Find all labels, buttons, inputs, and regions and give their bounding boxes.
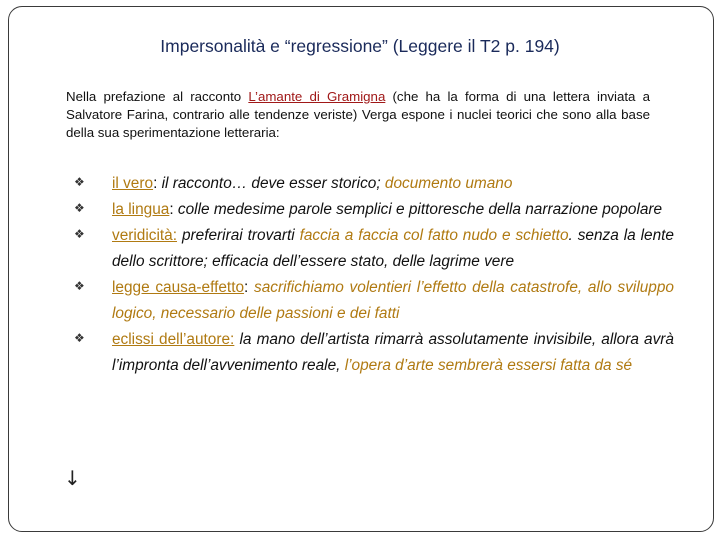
- intro-before: Nella prefazione al racconto: [66, 89, 249, 104]
- list-item: [74, 197, 674, 223]
- diamond-bullet-icon: ❖: [74, 279, 85, 293]
- intro-paragraph: [66, 88, 650, 142]
- item-text: [112, 223, 674, 275]
- item-sep: :: [153, 175, 162, 192]
- diamond-bullet-icon: ❖: [74, 331, 85, 345]
- item-highlight: l’opera d’arte sembrerà essersi fatta da sé: [344, 357, 633, 374]
- item-key: veridicità:: [112, 227, 178, 244]
- item-body: la mano dell’artista rimarrà assolutamente invisibile, allora avrà l’impronta dell’avvenimento reale,: [112, 331, 674, 374]
- slide-title: Impersonalità e “regressione” (Leggere il T2 p. 194): [160, 36, 560, 56]
- diamond-bullet-icon: ❖: [74, 201, 85, 215]
- item-after: . senza la lente dello scrittore; efficacia dell’essere stato, delle lagrime vere: [112, 227, 674, 270]
- list-item: [74, 171, 674, 197]
- item-body: il racconto… deve esser storico;: [161, 175, 385, 192]
- item-sep: :: [244, 279, 255, 296]
- principles-list: [74, 171, 674, 379]
- item-key: la lingua: [112, 201, 170, 218]
- item-highlight: documento umano: [384, 175, 513, 192]
- item-key: il vero: [112, 175, 154, 192]
- intro-work-title: L’amante di Gramigna: [248, 89, 386, 104]
- item-text: [112, 327, 674, 379]
- item-key: eclissi dell’autore:: [112, 331, 235, 348]
- item-body: sacrifichiamo volentieri l’effetto della catastrofe, allo sviluppo logico, necessario delle passioni e dei fatti: [112, 279, 674, 322]
- list-item: [74, 327, 674, 379]
- down-arrow-icon: ↓: [64, 466, 81, 490]
- diamond-bullet-icon: ❖: [74, 227, 85, 241]
- item-highlight: faccia a faccia col fatto nudo e schietto: [299, 227, 569, 244]
- item-text: [112, 171, 674, 197]
- item-text: [112, 275, 674, 327]
- item-text: [112, 197, 674, 223]
- item-key: legge causa-effetto: [112, 279, 245, 296]
- list-item: [74, 275, 674, 327]
- list-item: [74, 223, 674, 275]
- item-body: colle medesime parole semplici e pittoresche della narrazione popolare: [177, 201, 663, 218]
- diamond-bullet-icon: ❖: [74, 175, 85, 189]
- item-sep: :: [169, 201, 178, 218]
- item-body: preferirai trovarti: [181, 227, 300, 244]
- intro-after: (che ha la forma di una lettera inviata a Salvatore Farina, contrario alle tendenze veriste) Verga espone i nuclei teorici che sono alla base della sua sperimentazione letteraria:: [66, 89, 650, 140]
